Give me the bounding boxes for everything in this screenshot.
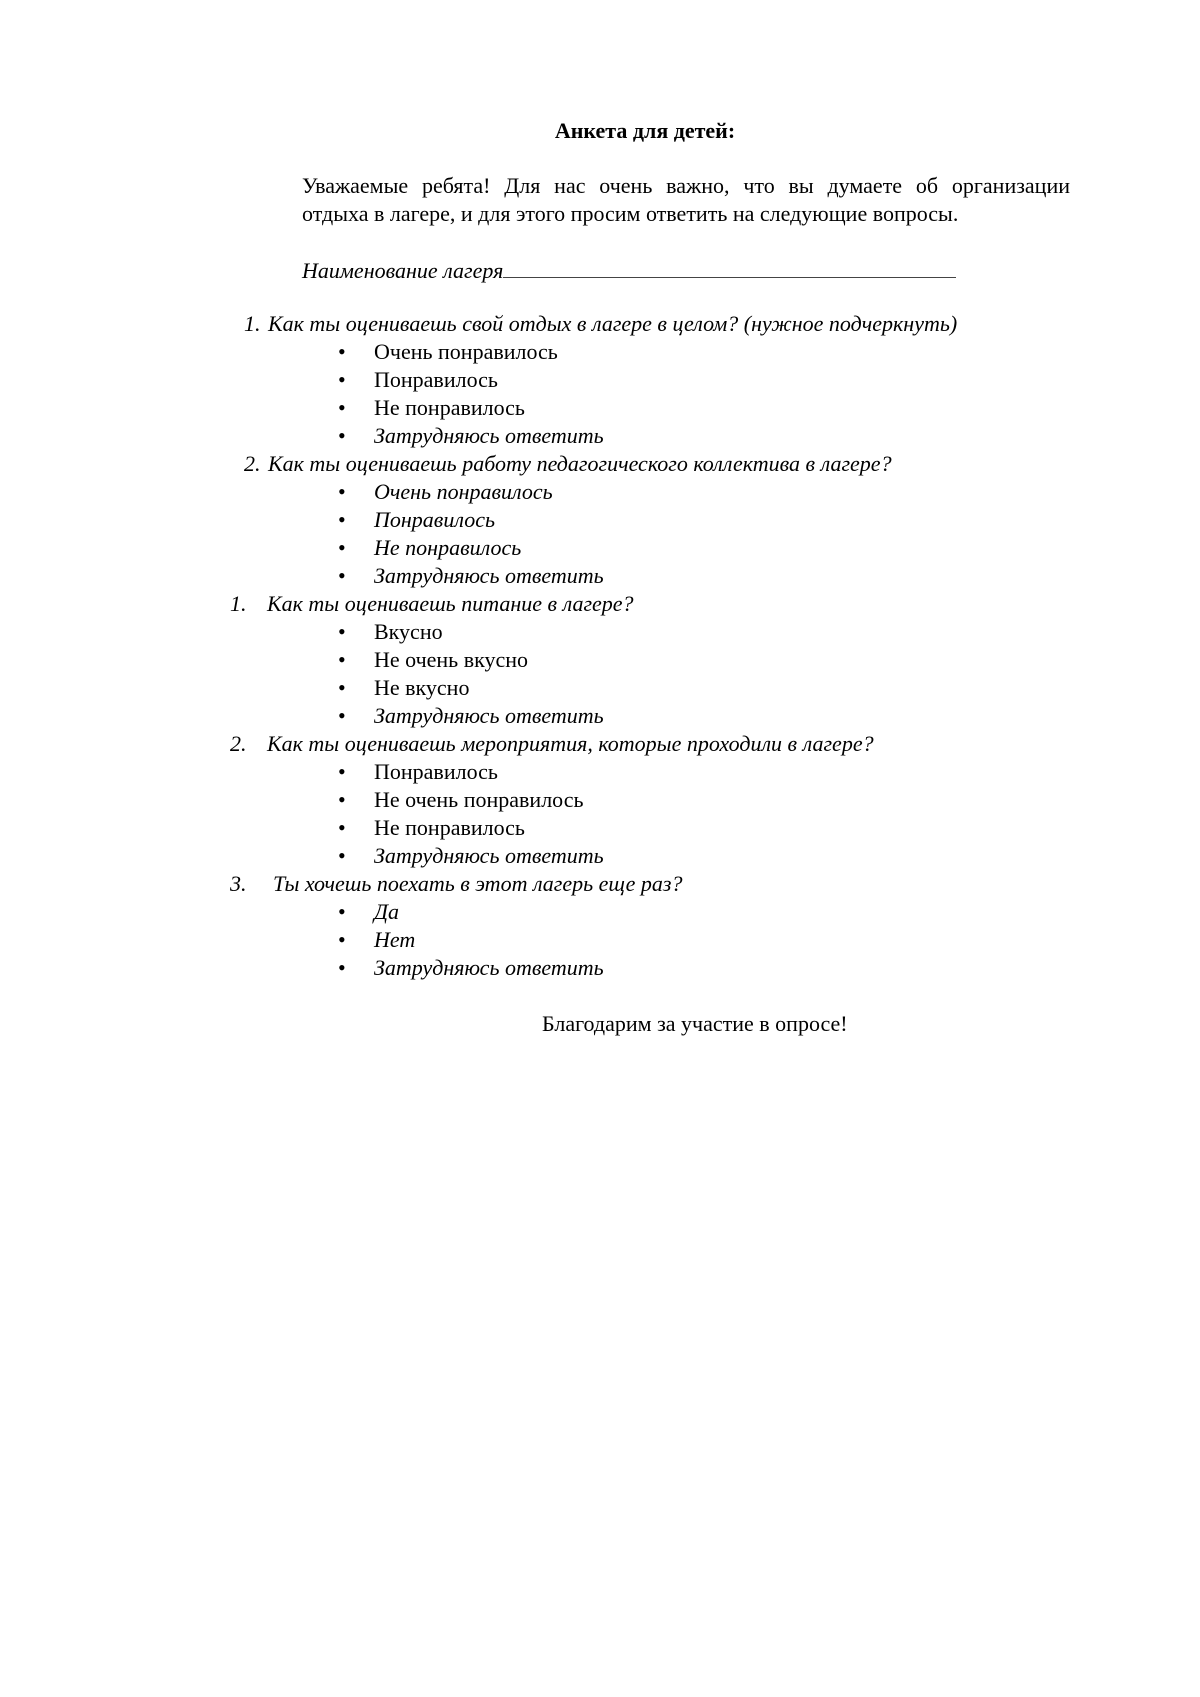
answer-option: [230, 814, 1130, 842]
bullet-icon: •: [338, 479, 346, 504]
bullet-icon: •: [338, 955, 346, 980]
camp-name-label: Наименование лагеря: [302, 258, 504, 283]
bullet-icon: •: [338, 927, 346, 952]
question-text: Ты хочешь поехать в этот лагерь еще раз?: [273, 871, 683, 896]
question-number: 1.: [244, 311, 261, 336]
question-number: 2.: [230, 731, 247, 756]
answer-option: [230, 338, 1130, 366]
answer-option: [230, 954, 1130, 982]
answer-option-text: Затрудняюсь ответить: [374, 955, 604, 980]
answer-option-text: Затрудняюсь ответить: [374, 843, 604, 868]
bullet-icon: •: [338, 535, 346, 560]
question-number: 1.: [230, 591, 247, 616]
questions-list: [230, 310, 1130, 982]
question: [230, 310, 1130, 338]
answer-option: [230, 562, 1130, 590]
camp-name-row: [302, 255, 956, 285]
bullet-icon: •: [338, 395, 346, 420]
answer-option: [230, 898, 1130, 926]
bullet-icon: •: [338, 899, 346, 924]
bullet-icon: •: [338, 647, 346, 672]
answer-option-text: Понравилось: [374, 759, 498, 784]
answer-option: [230, 506, 1130, 534]
question-text: Как ты оцениваешь свой отдых в лагере в целом? (нужное подчеркнуть): [268, 311, 958, 336]
answer-option-text: Затрудняюсь ответить: [374, 423, 604, 448]
bullet-icon: •: [338, 507, 346, 532]
bullet-icon: •: [338, 619, 346, 644]
answer-option-text: Вкусно: [374, 619, 443, 644]
question-text: Как ты оцениваешь питание в лагере?: [267, 591, 634, 616]
answer-option-text: Очень понравилось: [374, 479, 553, 504]
question-text: Как ты оцениваешь мероприятия, которые проходили в лагере?: [267, 731, 874, 756]
answer-option-text: Очень понравилось: [374, 339, 558, 364]
answer-option-text: Не понравилось: [374, 395, 525, 420]
answer-option-text: Затрудняюсь ответить: [374, 563, 604, 588]
answer-option-text: Не понравилось: [374, 815, 525, 840]
question: [230, 450, 1130, 478]
answer-option-text: Не очень понравилось: [374, 787, 584, 812]
answer-option: [230, 786, 1130, 814]
answer-option-text: Нет: [374, 927, 416, 952]
intro-line-2: отдыха в лагере, и для этого просим ответить на следующие вопросы.: [302, 201, 959, 226]
answer-option: [230, 534, 1130, 562]
bullet-icon: •: [338, 339, 346, 364]
answer-option: [230, 702, 1130, 730]
answer-option-text: Понравилось: [374, 507, 495, 532]
bullet-icon: •: [338, 423, 346, 448]
question-text: Как ты оцениваешь работу педагогического коллектива в лагере?: [268, 451, 892, 476]
question-number: 2.: [244, 451, 261, 476]
answer-option-text: Затрудняюсь ответить: [374, 703, 604, 728]
answer-option: [230, 366, 1130, 394]
bullet-icon: •: [338, 759, 346, 784]
bullet-icon: •: [338, 703, 346, 728]
answer-option-text: Не очень вкусно: [374, 647, 529, 672]
answer-option: [230, 618, 1130, 646]
question: [230, 870, 1130, 898]
bullet-icon: •: [338, 675, 346, 700]
answer-option-text: Понравилось: [374, 367, 498, 392]
answer-option-text: Не вкусно: [374, 675, 470, 700]
intro-line-1: Уважаемые ребята! Для нас очень важно, что вы думаете об организации: [302, 173, 1070, 198]
bullet-icon: •: [338, 563, 346, 588]
answer-option: [230, 674, 1130, 702]
answer-option: [230, 646, 1130, 674]
answer-option: [230, 478, 1130, 506]
question: [230, 730, 1130, 758]
answer-option-text: Не понравилось: [374, 535, 522, 560]
answer-option: [230, 758, 1130, 786]
bullet-icon: •: [338, 367, 346, 392]
bullet-icon: •: [338, 843, 346, 868]
intro-paragraph: [230, 172, 1070, 228]
answer-option: [230, 422, 1130, 450]
thank-you-note: Благодарим за участие в опросе!: [542, 1011, 848, 1036]
answer-option-text: Да: [374, 899, 399, 924]
answer-option: [230, 842, 1130, 870]
answer-option: [230, 926, 1130, 954]
question: [230, 590, 1130, 618]
bullet-icon: •: [338, 815, 346, 840]
document-title: Анкета для детей:: [554, 118, 736, 143]
bullet-icon: •: [338, 787, 346, 812]
answer-option: [230, 394, 1130, 422]
question-number: 3.: [230, 871, 247, 896]
camp-name-blank-line: [503, 255, 956, 278]
